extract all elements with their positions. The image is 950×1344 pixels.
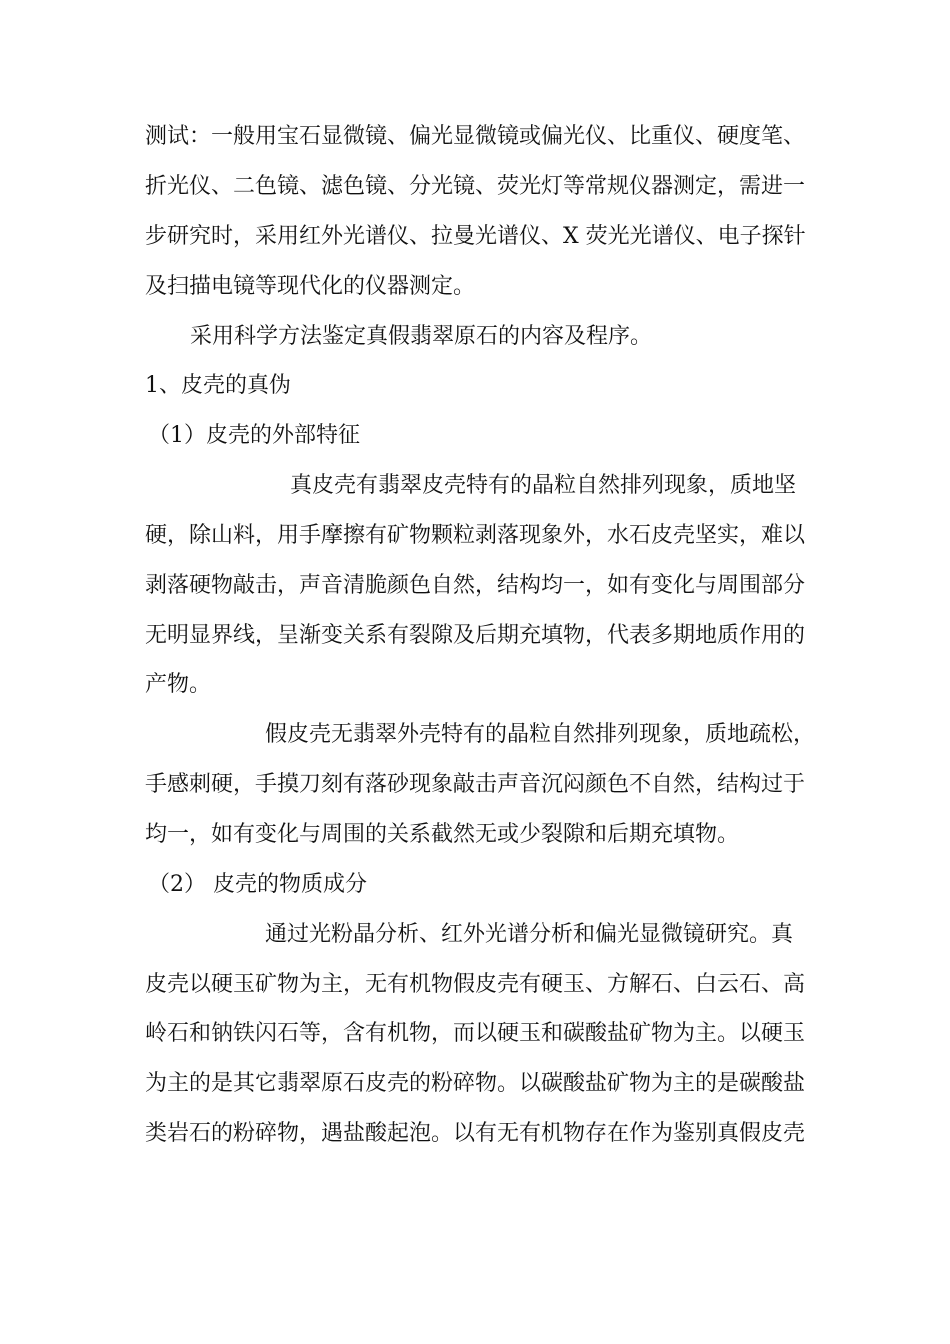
paragraph-line: 为主的是其它翡翠原石皮壳的粉碎物。以碳酸盐矿物为主的是碳酸盐 bbox=[145, 1071, 806, 1096]
paragraph-line: 真皮壳有翡翠皮壳特有的晶粒自然排列现象，质地坚 bbox=[290, 473, 797, 498]
paragraph-line: 产物。 bbox=[145, 672, 212, 697]
subsection-heading: （2） 皮壳的物质成分 bbox=[148, 872, 367, 897]
subsection-heading: （1）皮壳的外部特征 bbox=[148, 423, 360, 448]
paragraph-line: 测试：一般用宝石显微镜、偏光显微镜或偏光仪、比重仪、硬度笔、 bbox=[145, 124, 806, 149]
paragraph-line: 无明显界线，呈渐变关系有裂隙及后期充填物，代表多期地质作用的 bbox=[145, 623, 806, 648]
paragraph-line: 折光仪、二色镜、滤色镜、分光镜、荧光灯等常规仪器测定，需进一 bbox=[145, 174, 806, 199]
paragraph-line: 硬，除山料，用手摩擦有矿物颗粒剥落现象外，水石皮壳坚实，难以 bbox=[145, 523, 806, 548]
section-heading: 1、皮壳的真伪 bbox=[145, 373, 291, 398]
paragraph-line: 剥落硬物敲击，声音清脆颜色自然，结构均一，如有变化与周围部分 bbox=[145, 573, 806, 598]
paragraph-line: 采用科学方法鉴定真假翡翠原石的内容及程序。 bbox=[190, 324, 653, 349]
paragraph-line: 皮壳以硬玉矿物为主，无有机物假皮壳有硬玉、方解石、白云石、高 bbox=[145, 972, 806, 997]
paragraph-line: 均一，如有变化与周围的关系截然无或少裂隙和后期充填物。 bbox=[145, 822, 740, 847]
paragraph-line: 步研究时，采用红外光谱仪、拉曼光谱仪、X 荧光光谱仪、电子探针 bbox=[145, 224, 806, 249]
paragraph-line: 手感刺硬，手摸刀刻有落砂现象敲击声音沉闷颜色不自然，结构过于 bbox=[145, 772, 806, 797]
paragraph-line: 类岩石的粉碎物，遇盐酸起泡。以有无有机物存在作为鉴别真假皮壳 bbox=[145, 1121, 806, 1146]
paragraph-line: 及扫描电镜等现代化的仪器测定。 bbox=[145, 274, 476, 299]
paragraph-line: 岭石和钠铁闪石等，含有机物，而以硬玉和碳酸盐矿物为主。以硬玉 bbox=[145, 1021, 806, 1046]
paragraph-line: 通过光粉晶分析、红外光谱分析和偏光显微镜研究。真 bbox=[265, 922, 794, 947]
paragraph-line: 假皮壳无翡翠外壳特有的晶粒自然排列现象，质地疏松， bbox=[265, 722, 816, 747]
